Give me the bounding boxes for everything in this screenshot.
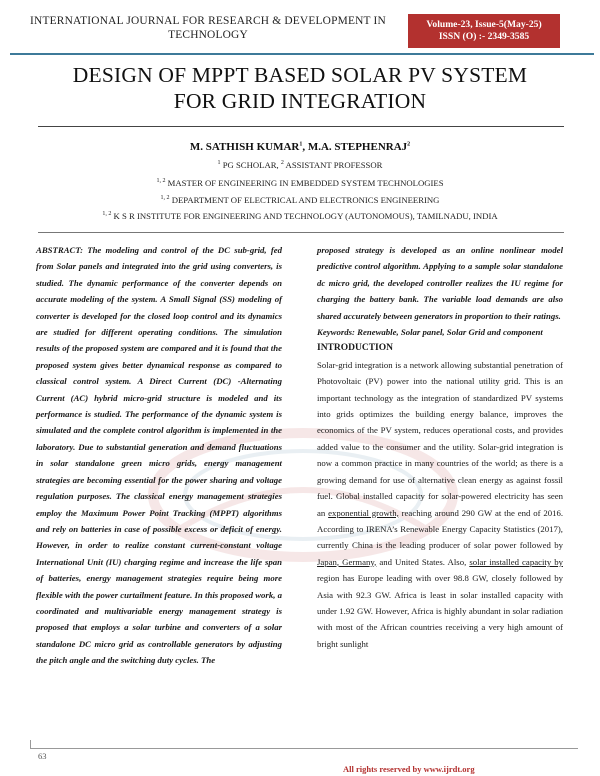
keywords-label: Keywords:	[317, 327, 355, 338]
intro-text: Solar-grid integration is a network allowing substantial penetration of Photovoltaic (PV) power into the national utility grid. This is an important technology as the integration of standardized PV systems into grids optimizes the building energy balance, improves the economics of the PV system, reduces operational costs, and provides added value to the consumer and the utility. Solar-grid integration is now a common practice in many countries of the world; as there is a growing demand for use of alternative clean energy as against fossil fuel. Global installed capacity for solar-powered electricity has seen an	[317, 359, 563, 518]
rights-notice: All rights reserved by www.ijrdt.org	[343, 764, 475, 774]
author-separator: ,	[302, 141, 308, 153]
title-divider	[38, 126, 564, 127]
author-sup: 2	[407, 141, 411, 148]
affiliation-department	[0, 195, 600, 205]
intro-link-japan-germany[interactable]: Japan, Germany,	[317, 556, 377, 567]
author-name: M.A. STEPHENRAJ	[307, 141, 408, 153]
aff-text: PG SCHOLAR,	[220, 160, 281, 170]
title-line1: DESIGN OF MPPT BASED SOLAR PV SYSTEM	[72, 63, 528, 87]
author-name: M. SATHISH KUMAR	[189, 141, 300, 153]
page-number: 63	[38, 751, 47, 761]
affiliation-divider	[38, 232, 564, 233]
paper-title	[30, 62, 570, 114]
intro-link-solar-capacity[interactable]: solar installed capacity by	[469, 556, 563, 567]
footer-divider	[30, 748, 578, 749]
journal-name-line1: INTERNATIONAL JOURNAL FOR RESEARCH & DEVELOPMENT IN	[30, 15, 386, 27]
abstract-continuation-text: proposed strategy is developed as an online nonlinear model predictive control algorithm. Applying to a sample solar standalone dc micro grid, the developed controller realizes the IU regime for charging the battery bank. The variable load demands are also shared accurately between generators in proportion to their ratings.	[317, 245, 563, 321]
footer-tick	[30, 740, 31, 748]
abstract-column	[36, 242, 282, 669]
abstract-label: ABSTRACT:	[36, 245, 84, 255]
introduction-paragraph	[317, 357, 563, 652]
keywords-text: Renewable, Solar panel, Solar Grid and component	[354, 327, 543, 338]
author-list	[0, 141, 600, 153]
keywords	[317, 324, 563, 340]
issn-info: ISSN (O) :- 2349-3585	[438, 31, 530, 42]
journal-name	[10, 14, 406, 42]
intro-text: reaching around 290 GW at the end of 2016. According to IRENA’s Renewable Energy Capacity Statistics (2017), currently China is the leading producer of solar power followed by	[317, 507, 564, 551]
aff-text: DEPARTMENT OF ELECTRICAL AND ELECTRONICS ENGINEERING	[169, 195, 440, 205]
section-heading-introduction: INTRODUCTION	[317, 343, 394, 354]
aff-sup: 1, 2	[102, 211, 112, 218]
aff-text: K S R INSTITUTE FOR ENGINEERING AND TECHNOLOGY (AUTONOMOUS), TAMILNADU, INDIA	[111, 211, 498, 221]
aff-text: ASSISTANT PROFESSOR	[283, 160, 383, 170]
title-line2: FOR GRID INTEGRATION	[173, 89, 427, 113]
affiliation-role	[0, 160, 600, 170]
aff-sup: 2	[280, 160, 284, 167]
aff-sup: 1, 2	[160, 195, 170, 202]
volume-info: Volume-23, Issue-5(May-25)	[426, 19, 542, 30]
intro-text: and United States. Also,	[376, 556, 470, 567]
affiliation-institute	[0, 211, 600, 221]
right-column	[317, 242, 563, 652]
abstract-paragraph	[36, 242, 282, 669]
intro-link-exponential-growth[interactable]: exponential growth,	[328, 507, 399, 518]
aff-sup: 1	[217, 160, 221, 167]
affiliation-program	[0, 178, 600, 188]
author-sup: 1	[299, 141, 303, 148]
aff-text: MASTER OF ENGINEERING IN EMBEDDED SYSTEM TECHNOLOGIES	[165, 178, 444, 188]
journal-name-line2: TECHNOLOGY	[168, 29, 248, 41]
header-divider	[10, 53, 594, 55]
abstract-text: The modeling and control of the DC sub-grid, fed from Solar panels and integrated into the grid using converters, is studied. The dynamic performance of the converter depends on accurate modeling of the system. A Small Signal (SS) modeling of converter is developed for the closed loop control and its dynamics are studied for different operating conditions. The simulation results of the proposed system are compared and it is found that the proposed system gives better dynamical response as compared to classical control system. A Direct Current (DC) -Alternating Current (AC) hybrid micro-grid structure is modeled and its performance is studied. The performance of the dynamic system is simulated and the complete control algorithm is implemented in the laboratory. Due to substantial generation and demand fluctuations in solar standalone green micro grids, energy management strategies are becoming essential for the power sharing and voltage regulation purposes. The classical energy management strategies employ the Maximum Power Point Tracking (MPPT) algorithms and rely on batteries in case of possible excess or deficit of energy. However, in order to realize constant current-constant voltage International Unit (IU) charging regime and increase the life span of batteries, energy management strategies require being more flexible with the power curtailment feature. In this proposed work, a coordinated and multivariable energy management strategy is proposed that employs a solar turbine and converters of a solar standalone DC micro grid as controllable generators by adjusting the pitch angle and the switching duty cycles. The	[36, 245, 282, 666]
volume-badge	[408, 14, 560, 48]
abstract-continuation	[317, 242, 563, 324]
intro-text: region has Europe leading with over 98.8 GW, closely followed by Asia with 92.3 GW. Africa is least in solar installed capacity with under 1.92 GW. However, Africa is highly abundant in solar radiation with most of the African countries receiving a very high amount of bright sunlight	[317, 573, 563, 649]
aff-sup: 1, 2	[156, 178, 166, 185]
